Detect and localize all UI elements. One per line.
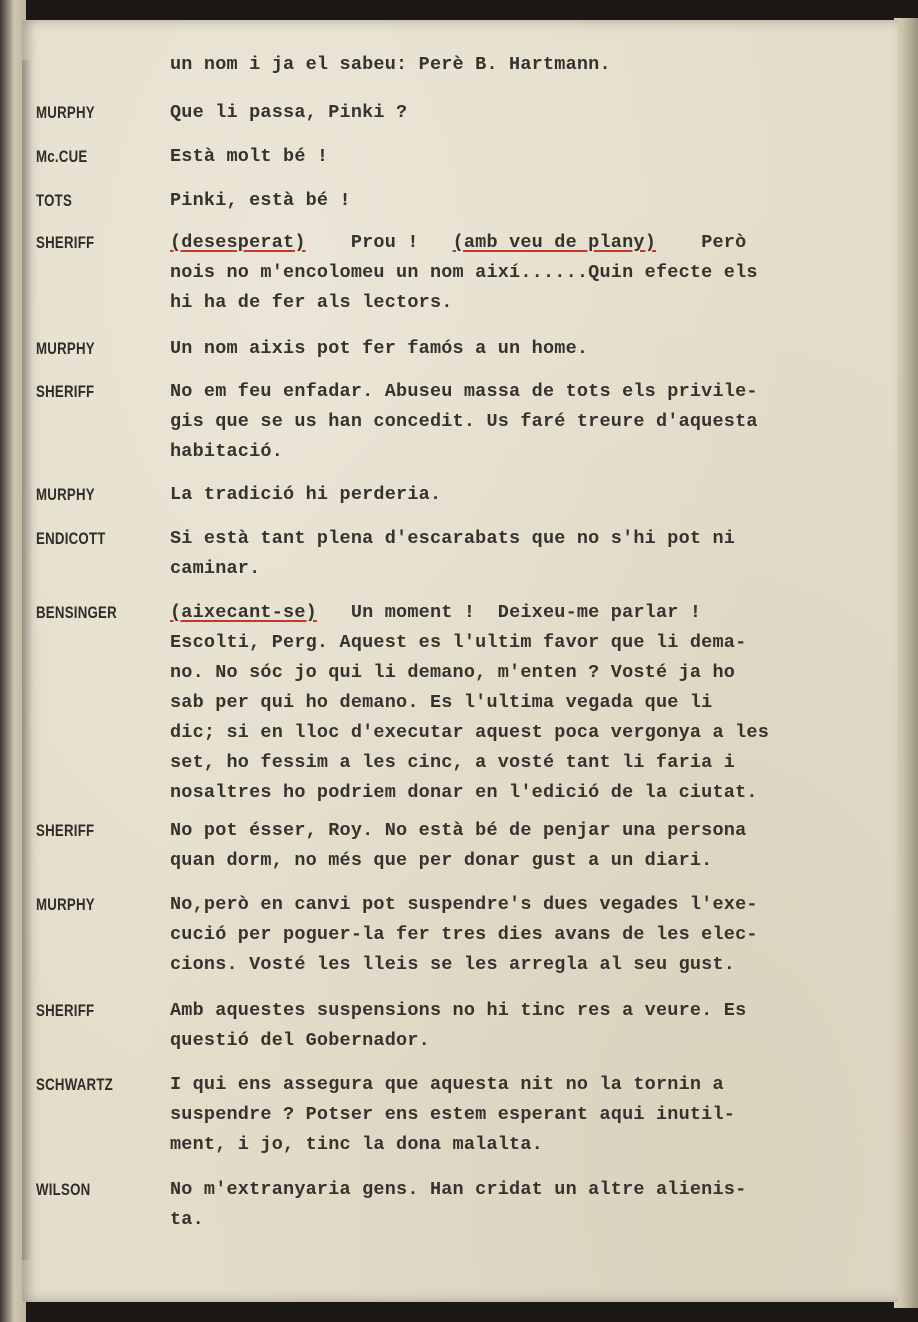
line-text: Pinki, està bé ! <box>170 190 351 211</box>
speech-line <box>170 186 878 216</box>
speech-text <box>170 996 878 1056</box>
line-text: I qui ens assegura que aquesta nit no la tornin a <box>170 1074 724 1095</box>
line-text: nois no m'encolomeu un nom així......Quin efecte els <box>170 262 758 283</box>
line-text: cions. Vosté les lleis se les arregla al seu gust. <box>170 954 736 975</box>
line-text: Si està tant plena d'escarabats que no s'hi pot ni <box>170 528 736 549</box>
line-text: ment, i jo, tinc la dona malalta. <box>170 1134 543 1155</box>
speech-line <box>170 816 878 846</box>
speech-line <box>170 554 878 584</box>
stage-direction: (amb veu de plany) <box>452 232 656 253</box>
speech-text <box>170 480 878 510</box>
speech-line <box>170 920 878 950</box>
line-text: hi ha de fer als lectors. <box>170 292 453 313</box>
speech-line <box>170 1130 878 1160</box>
line-text: caminar. <box>170 558 261 579</box>
speech-text <box>170 98 878 128</box>
line-text: set, ho fessim a les cinc, a vosté tant li faria i <box>170 752 736 773</box>
line-text: Que li passa, Pinki ? <box>170 102 408 123</box>
stage-direction: (aixecant-se) <box>170 602 317 623</box>
line-text: nosaltres ho podriem donar en l'edició de la ciutat. <box>170 782 758 803</box>
speaker-name: SCHWARTZ <box>36 1075 114 1094</box>
speaker-name: MURPHY <box>36 103 95 122</box>
speech-text <box>170 816 878 876</box>
line-text: No em feu enfadar. Abuseu massa de tots els privile- <box>170 381 758 402</box>
speech-line <box>170 258 878 288</box>
speech-line <box>170 407 878 437</box>
page-shadow <box>22 60 32 1260</box>
speech-line <box>170 598 878 628</box>
speaker-name: SHERIFF <box>36 233 95 252</box>
line-text: Escolti, Perg. Aquest es l'ultim favor que li dema- <box>170 632 747 653</box>
speech-line <box>170 748 878 778</box>
line-text: un nom i ja el sabeu: Perè B. Hartmann. <box>170 54 611 75</box>
line-text: Un nom aixis pot fer famós a un home. <box>170 338 589 359</box>
line-text: La tradició hi perderia. <box>170 484 442 505</box>
speech-line <box>170 1070 878 1100</box>
speech-line <box>170 228 878 258</box>
speech-line <box>170 377 878 407</box>
speaker-name: MURPHY <box>36 339 95 358</box>
speaker-name: BENSINGER <box>36 603 117 622</box>
line-text: Està molt bé ! <box>170 146 329 167</box>
line-text: No m'extranyaria gens. Han cridat un altre alienis- <box>170 1179 747 1200</box>
line-text: suspendre ? Potser ens estem esperant aqui inutil- <box>170 1104 736 1125</box>
speech-text <box>170 1175 878 1235</box>
speaker-name: WILSON <box>36 1180 91 1199</box>
line-text: cució per poguer-la fer tres dies avans de les elec- <box>170 924 758 945</box>
speech-line <box>170 950 878 980</box>
speech-text <box>170 186 878 216</box>
speech-text <box>170 334 878 364</box>
speech-text <box>170 524 878 584</box>
speech-line <box>170 1026 878 1056</box>
typewritten-page <box>22 20 898 1302</box>
speech-line <box>170 142 878 172</box>
speaker-name: Mc.CUE <box>36 147 88 166</box>
line-text: ta. <box>170 1209 204 1230</box>
speech-line <box>170 1205 878 1235</box>
speech-line <box>170 524 878 554</box>
line-text: no. No sóc jo qui li demano, m'enten ? Vosté ja ho <box>170 662 736 683</box>
speech-text <box>170 890 878 980</box>
speech-line <box>170 846 878 876</box>
line-text: quan dorm, no més que per donar gust a un diari. <box>170 850 713 871</box>
speech-text <box>170 1070 878 1160</box>
line-text: Però <box>656 232 747 253</box>
speaker-name: MURPHY <box>36 485 95 504</box>
line-text: No,però en canvi pot suspendre's dues vegades l'exe- <box>170 894 758 915</box>
speech-line <box>170 480 878 510</box>
speech-line <box>170 628 878 658</box>
speech-text <box>170 50 878 80</box>
speech-line <box>170 288 878 318</box>
speech-line <box>170 334 878 364</box>
speech-text <box>170 377 878 467</box>
speech-line <box>170 1100 878 1130</box>
speech-line <box>170 1175 878 1205</box>
speech-line <box>170 688 878 718</box>
speech-text <box>170 228 878 318</box>
speech-text <box>170 142 878 172</box>
line-text: Amb aquestes suspensions no hi tinc res a veure. Es <box>170 1000 747 1021</box>
speaker-name: ENDICOTT <box>36 529 106 548</box>
line-text: Prou ! <box>305 232 453 253</box>
speaker-name: TOTS <box>36 191 73 210</box>
line-text: sab per qui ho demano. Es l'ultima vegada que li <box>170 692 713 713</box>
speaker-name: MURPHY <box>36 895 95 914</box>
speech-line <box>170 98 878 128</box>
speech-text <box>170 598 878 808</box>
speech-line <box>170 658 878 688</box>
line-text: habitació. <box>170 441 284 462</box>
speech-line <box>170 996 878 1026</box>
line-text: No pot ésser, Roy. No està bé de penjar una persona <box>170 820 747 841</box>
speaker-name: SHERIFF <box>36 1001 95 1020</box>
line-text: Un moment ! Deixeu-me parlar ! <box>316 602 702 623</box>
speaker-name: SHERIFF <box>36 382 95 401</box>
line-text: gis que se us han concedit. Us faré treure d'aquesta <box>170 411 758 432</box>
line-text: questió del Gobernador. <box>170 1030 430 1051</box>
speech-line <box>170 437 878 467</box>
line-text: dic; si en lloc d'executar aquest poca vergonya a les <box>170 722 769 743</box>
speaker-name: SHERIFF <box>36 821 95 840</box>
stage-direction: (desesperat) <box>170 232 306 253</box>
speech-line <box>170 718 878 748</box>
speech-line <box>170 890 878 920</box>
speech-line <box>170 50 878 80</box>
speech-line <box>170 778 878 808</box>
